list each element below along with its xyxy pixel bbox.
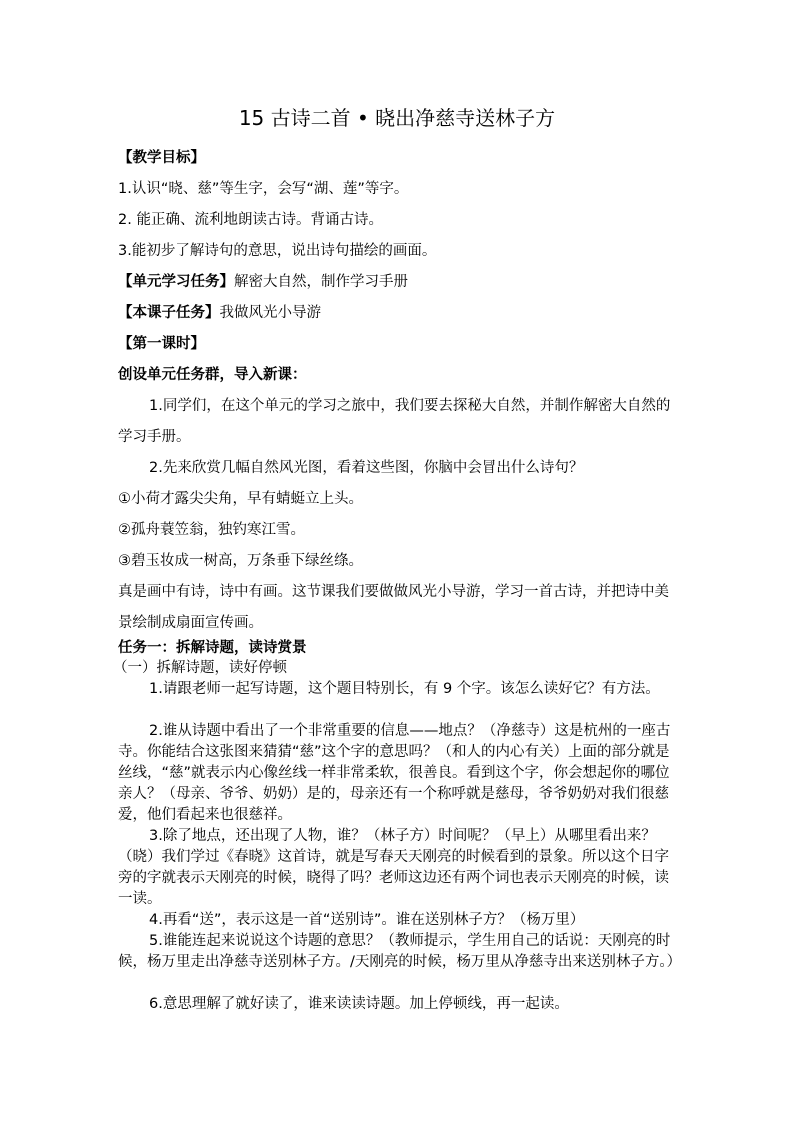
sub-task-label: 【本课子任务】 xyxy=(118,305,220,321)
sub-task-text: 我做风光小导游 xyxy=(219,305,321,321)
goal-item-3: 3.能初步了解诗句的意思，说出诗句描绘的画面。 xyxy=(118,243,437,259)
intro-paragraph-1: 1.同学们，在这个单元的学习之旅中，我们要去探秘大自然，并制作解密大自然的学习手册。 xyxy=(118,398,671,445)
goal-item-2: 2. 能正确、流利地朗读古诗。背诵古诗。 xyxy=(118,212,383,228)
step-3: 3.除了地点，还出现了人物，谁？（林子方）时间呢？（早上）从哪里看出来？（晓）我们学过《春晓》这首诗，就是写春天天刚亮的时候看到的景象。所以这个日字旁的字就表示天刚亮的时候，晓得了吗？老师这边还有两个词也表示天刚亮的时候，读一读。 xyxy=(118,828,669,907)
step-2: 2.谁从诗题中看出了一个非常重要的信息——地点？（净慈寺）这是杭州的一座古寺。你能结合这张图来猜猜“慈”这个字的意思吗？（和人的内心有关）上面的部分就是丝线，“慈”就表示内心像丝线一样非常柔软，很善良。看到这个字，你会想起你的哪位亲人？（母亲、爷爷、奶奶）是的，母亲还有一个称呼就是慈母，爷爷奶奶对我们很慈爱，他们看起来也很慈祥。 xyxy=(118,723,671,823)
unit-task-line xyxy=(118,267,678,298)
step-6: 6.意思理解了就好读了，谁来读读诗题。加上停顿线，再一起读。 xyxy=(149,996,569,1012)
step-5: 5.谁能连起来说说这个诗题的意思？（教师提示，学生用自己的话说：天刚亮的时候，杨万里走出净慈寺送别林子方。/天刚亮的时候，杨万里从净慈寺出来送别林子方。） xyxy=(118,933,682,970)
goal-item-1: 1.认识“晓、慈”等生字，会写“湖、莲”等字。 xyxy=(118,181,409,197)
poem-line-1: ①小荷才露尖尖角，早有蜻蜓立上头。 xyxy=(118,491,363,507)
summary-paragraph: 真是画中有诗，诗中有画。这节课我们要做做风光小导游，学习一首古诗，并把诗中美景绘制成扇面宣传画。 xyxy=(118,584,669,631)
intro-heading: 创设单元任务群，导入新课： xyxy=(118,367,307,383)
poem-line-2: ②孤舟蓑笠翁，独钓寒江雪。 xyxy=(118,522,305,538)
lesson-heading: 【第一课时】 xyxy=(118,336,205,352)
poem-line-3: ③碧玉妆成一树高，万条垂下绿丝绦。 xyxy=(118,553,363,569)
unit-task-text: 解密大自然，制作学习手册 xyxy=(234,274,408,290)
intro-paragraph-2: 2.先来欣赏几幅自然风光图，看着这些图，你脑中会冒出什么诗句？ xyxy=(149,460,584,476)
sub-task-line xyxy=(118,298,678,329)
step-1: 1.请跟老师一起写诗题，这个题目特别长，有 9 个字。该怎么读好它？有方法。 xyxy=(149,681,660,697)
unit-task-label: 【单元学习任务】 xyxy=(118,274,234,290)
heading-teaching-goals: 【教学目标】 xyxy=(118,150,205,166)
document-title: 15 古诗二首 • 晓出净慈寺送林子方 xyxy=(238,106,556,130)
step-4: 4.再看“送”，表示这是一首“送别诗”。谁在送别林子方？（杨万里） xyxy=(149,912,585,928)
section-1-heading: （一）拆解诗题，读好停顿 xyxy=(113,660,287,676)
task-1-heading: 任务一：拆解诗题，读诗赏景 xyxy=(118,640,307,656)
